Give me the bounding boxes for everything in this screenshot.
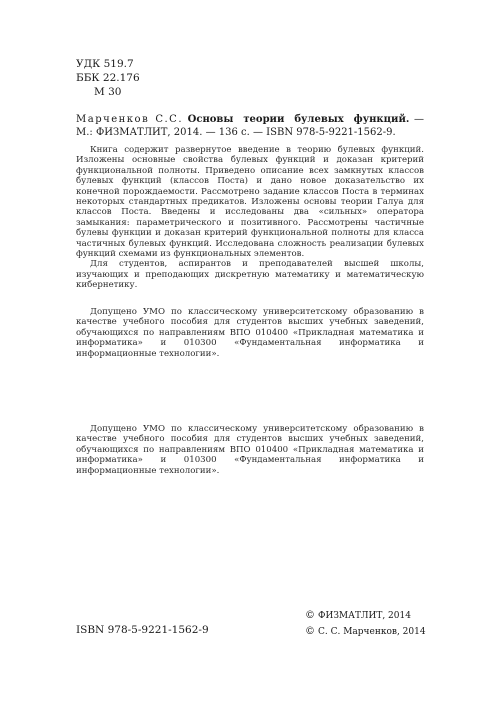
copyright-publisher: ФИЗМАТЛИТ, 2014	[318, 611, 411, 621]
author-mark: М 30	[94, 86, 122, 98]
isbn: ISBN 978-5-9221-1562-9	[76, 624, 209, 636]
abstract-paragraph-1: Книга содержит развернутое введение в теорию булевых функций. Изложены основные свойства булевых функций и доказан критерий функциональной полноты. Приведено описание всех замкнутых классов булевых функций (классов Поста) и дано новое доказательство их конечной порождаемости. Рассмотрено задание классов Поста в терминах некоторых стандартных предикатов. Изложены основы теории Галуа для классов Поста. Введены и исследованы два «сильных» оператора замыкания: параметрического и позитивного. Рассмотрены частичные булевы функции и доказан критерий функциональной полноты для класса частичных булевых функций. Исследована сложность реализации булевых функций схемами из функциональных элементов.	[76, 145, 424, 260]
copyright-icon: ©	[305, 626, 315, 637]
copyright-icon: ©	[305, 610, 315, 621]
approval-note-1	[76, 307, 424, 359]
bibliographic-record	[76, 113, 424, 139]
biblio-imprint: М.: ФИЗМАТЛИТ, 2014. — 136 с. — ISBN 978-5-9221-1562-9.	[76, 127, 396, 138]
biblio-author: Марченков С.С.	[76, 114, 183, 125]
biblio-title: Основы теории булевых функций.	[187, 114, 410, 125]
biblio-dash: —	[409, 114, 424, 125]
copyright-block	[305, 608, 426, 640]
approval-text-2: Допущено УМО по классическому университетскому образованию в качестве учебного пособия для студентов высших учебных заведений, обучающихся по направлениям ВПО 010400 «Прикладная математика и информатика» и 010300 «Фундаментальная информатика и информационные технологии».	[76, 424, 424, 476]
approval-text-1: Допущено УМО по классическому университетскому образованию в качестве учебного пособия для студентов высших учебных заведений, обучающихся по направлениям ВПО 010400 «Прикладная математика и информатика» и 010300 «Фундаментальная информатика и информационные технологии».	[76, 307, 424, 359]
udk-code: УДК 519.7	[76, 58, 134, 70]
approval-note-2	[76, 424, 424, 476]
classification-block	[76, 57, 140, 99]
copyright-author: С. С. Марченков, 2014	[318, 627, 426, 637]
bbk-code: ББК 22.176	[76, 72, 140, 84]
copyright-author-line	[305, 624, 426, 640]
copyright-publisher-line	[305, 608, 426, 624]
abstract	[76, 145, 424, 291]
abstract-paragraph-2: Для студентов, аспирантов и преподавателей высшей школы, изучающих и преподающих дискретную математику и математическую кибернетику.	[76, 259, 424, 291]
